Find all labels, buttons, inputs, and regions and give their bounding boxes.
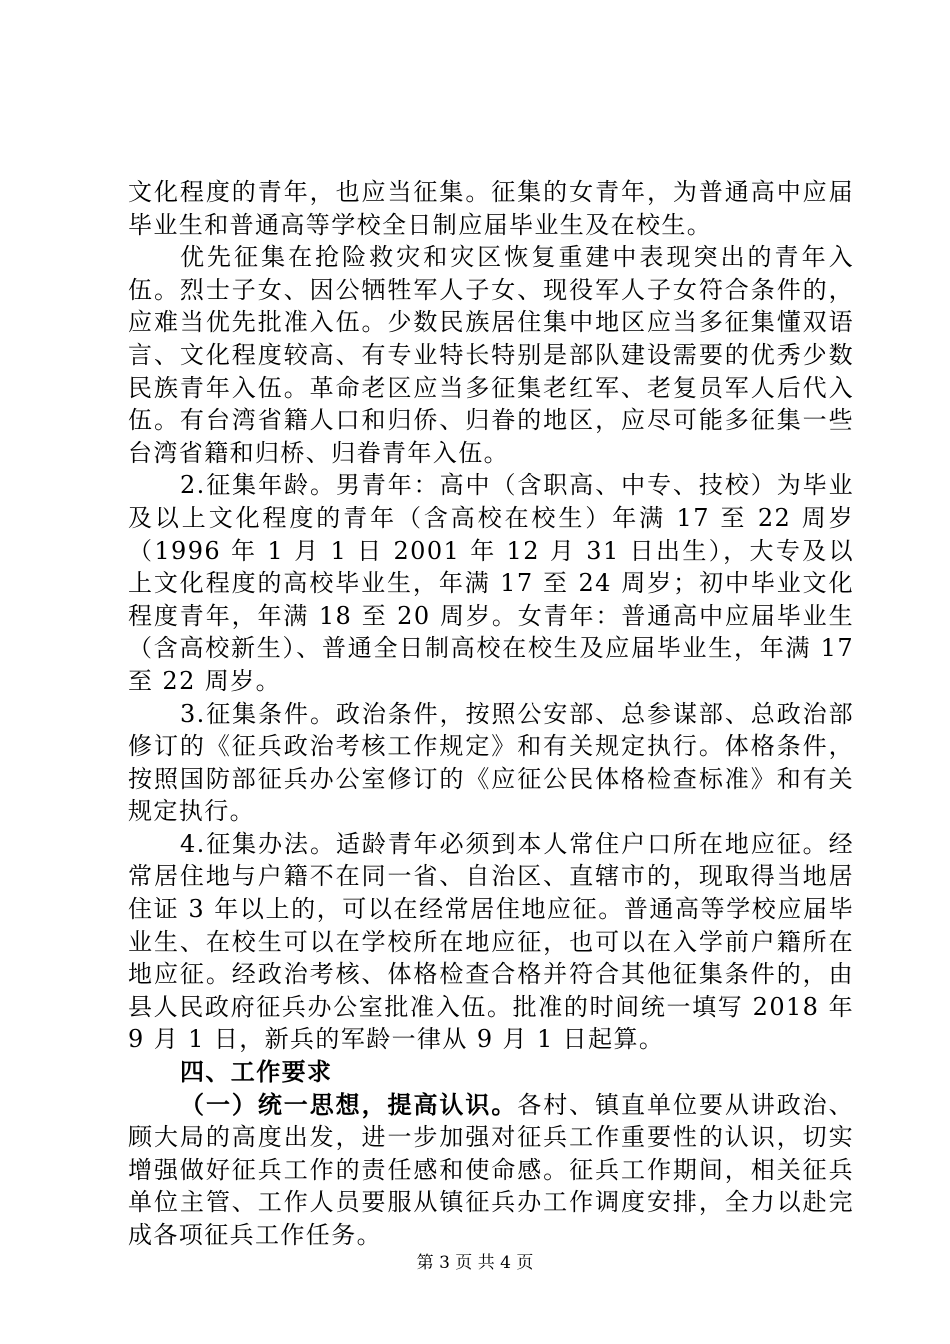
paragraph-3: 2.征集年龄。男青年：高中（含职高、中专、技校）为毕业及以上文化程度的青年（含高校在校生）年满 17 至 22 周岁（1996 年 1 月 1 日 2001 年 12 月 31 日出生），大专及以上文化程度的高校毕业生，年满 17 至 24 周岁；初中毕业文化程度青年，年满 18 至 20 周岁。女青年：普通高中应届毕业生（含高校新生）、普通全日制高校在校生及应届毕业生，年满 17 至 22 周岁。 — [128, 471, 854, 695]
paragraph-5: 4.征集办法。适龄青年必须到本人常住户口所在地应征。经常居住地与户籍不在同一省、自治区、直辖市的，现取得当地居住证 3 年以上的，可以在经常居住地应征。普通高等学校应届毕业生、在校生可以在学校所在地应征，也可以在入学前户籍所在地应征。经政治考核、体格检查合格并符合其他征集条件的，由县人民政府征兵办公室批准入伍。批准的时间统一填写 2018 年 9 月 1 日，新兵的军龄一律从 9 月 1 日起算。 — [128, 829, 854, 1054]
paragraph-2: 优先征集在抢险救灾和灾区恢复重建中表现突出的青年入伍。烈士子女、因公牺牲军人子女、现役军人子女符合条件的，应难当优先批准入伍。少数民族居住集中地区应当多征集懂双语言、文化程度较高、有专业特长特别是部队建设需要的优秀少数民族青年入伍。革命老区应当多征集老红军、老复员军人后代入伍。有台湾省籍人口和归侨、归眷的地区，应尽可能多征集一些台湾省籍和归桥、归眷青年入伍。 — [128, 243, 854, 467]
paragraph-6-lead: （一）统一思想，提高认识。 — [180, 1090, 518, 1119]
paragraph-6-text: 各村、镇直单位要从讲政治、顾大局的高度出发，进一步加强对征兵工作重要性的认识，切实增强做好征兵工作的责任感和使命感。征兵工作期间，相关征兵单位主管、工作人员要服从镇征兵办工作调度安排，全力以赴完成各项征兵工作任务。 — [128, 1090, 855, 1249]
paragraph-6 — [128, 1089, 854, 1252]
page-number-footer: 第 3 页 共 4 页 — [416, 1253, 534, 1273]
document-body — [128, 176, 854, 1252]
paragraph-4: 3.征集条件。政治条件，按照公安部、总参谋部、总政治部修订的《征兵政治考核工作规定》和有关规定执行。体格条件，按照国防部征兵办公室修订的《应征公民体格检查标准》和有关规定执行。 — [128, 699, 854, 826]
section-heading: 四、工作要求 — [180, 1058, 333, 1087]
paragraph-1: 文化程度的青年，也应当征集。征集的女青年，为普通高中应届毕业生和普通高等学校全日制应届毕业生及在校生。 — [128, 178, 854, 239]
